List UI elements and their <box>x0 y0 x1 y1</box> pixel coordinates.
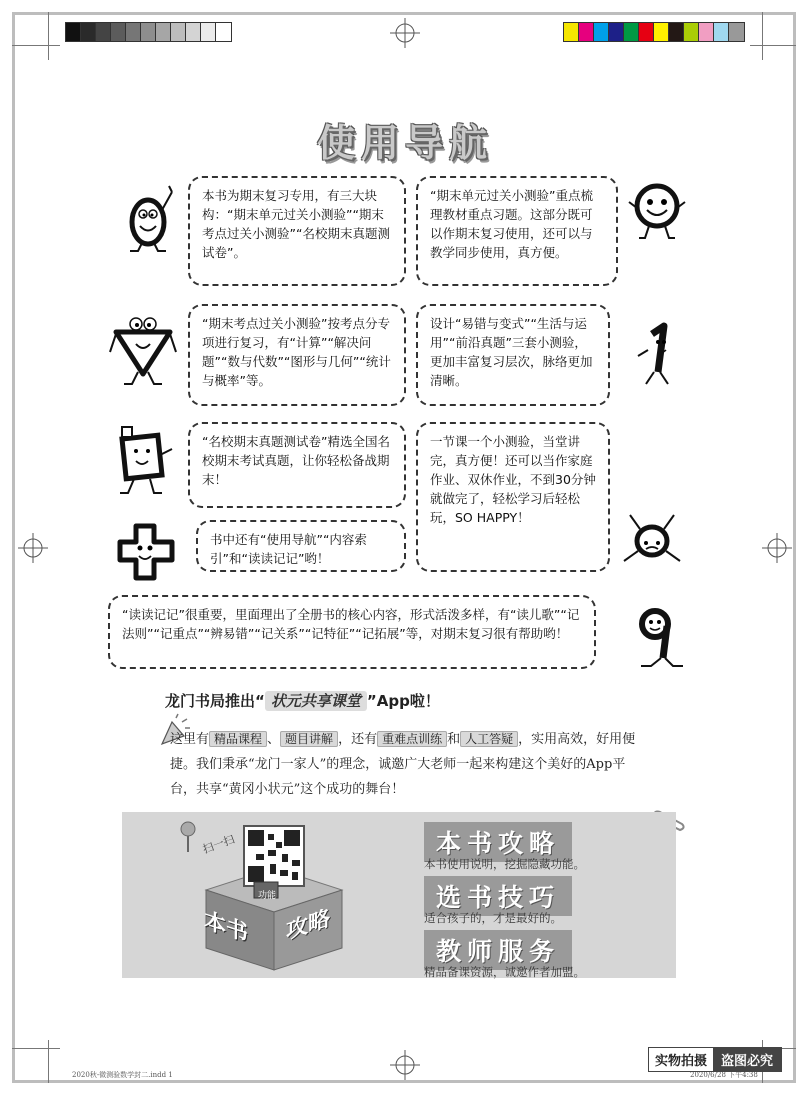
registration-mark-icon <box>18 533 48 563</box>
registration-mark-icon <box>390 18 420 48</box>
registration-mark-icon <box>390 1050 420 1080</box>
crop-mark <box>48 1040 49 1083</box>
gray-swatch <box>201 23 216 41</box>
color-swatch <box>609 23 624 41</box>
crop-mark <box>750 45 796 46</box>
info-bubble-7: 一节课一个小测验，当堂讲完，真方便！还可以当作家庭作业、双休作业，不到30分钟就做完了，轻松学习后轻松玩，SO HAPPY！ <box>416 422 610 572</box>
gray-swatch <box>171 23 186 41</box>
color-swatch <box>729 23 744 41</box>
banner-item-sub-1: 本书使用说明，挖掘隐藏功能。 <box>424 857 585 871</box>
promo-text: 、 <box>267 732 281 747</box>
color-swatch <box>564 23 579 41</box>
crop-mark <box>762 12 763 60</box>
info-bubble-3: “期末考点过关小测验”按考点分专项进行复习，有“计算”“解决问题”“数与代数”“图形与几何”“统计与概率”等。 <box>188 304 406 406</box>
tag-quality-courses: 精品课程 <box>209 731 267 747</box>
banner-item-title-3: 教师服务 <box>424 930 572 970</box>
triangle-character-icon <box>108 312 178 387</box>
color-calibration-bar <box>563 22 745 42</box>
box-side-label: 功能 <box>258 891 277 901</box>
banner-item-title-1: 本书攻略 <box>424 822 572 862</box>
color-swatch <box>714 23 729 41</box>
banner-item-sub-2: 适合孩子的，才是最好的。 <box>424 911 562 925</box>
promo-text: ，还有 <box>338 732 378 747</box>
promo-body <box>170 727 645 802</box>
color-swatch <box>669 23 684 41</box>
pin-icon <box>178 820 198 854</box>
tag-manual-qa: 人工答疑 <box>460 731 518 747</box>
box-text-right: 攻略 <box>286 904 331 946</box>
promo-text: 这里有 <box>170 732 210 747</box>
promo-text: 和 <box>447 732 461 747</box>
info-bubble-2: “期末单元过关小测验”重点梳理教材重点习题。这部分既可以作期末复习使用，还可以与教学同步使用，真方便。 <box>416 176 618 286</box>
info-bubble-5: “名校期末真题测试卷”精选全国名校期末考试真题，让你轻松备战期末！ <box>188 422 406 508</box>
promo-text: ，实用高效，好用便捷。我们秉承“龙门一家人”的理念，诚邀广大老师一起来构建这个美好的App平台，共享“黄冈小状元”这个成功的舞台！ <box>170 732 636 797</box>
gray-swatch <box>96 23 111 41</box>
acrobat-zero-character-icon <box>618 505 688 575</box>
color-swatch <box>594 23 609 41</box>
stamp-left: 实物拍摄 <box>649 1048 713 1071</box>
promo-app-name: 状元共享课堂 <box>265 691 367 711</box>
gray-swatch <box>126 23 141 41</box>
letter-o-character-icon <box>120 180 180 255</box>
grayscale-bar <box>65 22 232 42</box>
info-bubble-8: “读读记记”很重要，里面理出了全册书的核心内容，形式活泼多样，有“读儿歌”“记法则”“记重点”“辨易错”“记关系”“记特征”“记拓展”等，对期末复习很有帮助哟！ <box>108 595 596 669</box>
square-character-icon <box>108 425 178 500</box>
info-bubble-1: 本书为期末复习专用，有三大块构：“期末单元过关小测验”“期末考点过关小测验”“名校期末真题测试卷”。 <box>188 176 406 286</box>
color-swatch <box>639 23 654 41</box>
gray-swatch <box>111 23 126 41</box>
promo-title <box>165 690 440 711</box>
gray-swatch <box>186 23 201 41</box>
zero-face-character-icon <box>625 178 690 243</box>
color-swatch <box>699 23 714 41</box>
tag-key-point-training: 重难点训练 <box>377 731 447 747</box>
number-nine-character-icon <box>623 602 688 674</box>
promo-title-suffix: ”App啦！ <box>366 692 440 710</box>
gray-swatch <box>156 23 171 41</box>
gray-swatch <box>66 23 81 41</box>
scan-label: 扫一扫 <box>200 832 237 857</box>
stamp-right: 盗图必究 <box>713 1048 781 1071</box>
crop-mark <box>48 12 49 60</box>
registration-mark-icon <box>762 533 792 563</box>
color-swatch <box>579 23 594 41</box>
color-swatch <box>654 23 669 41</box>
watermark-stamp <box>648 1047 782 1072</box>
plus-sign-character-icon <box>112 518 182 588</box>
gray-swatch <box>216 23 231 41</box>
page-title: 使用导航 <box>316 121 493 165</box>
number-one-character-icon <box>632 320 682 390</box>
info-bubble-6: 书中还有“使用导航”“内容索引”和“读读记记”哟！ <box>196 520 406 572</box>
gray-swatch <box>141 23 156 41</box>
box-text-left: 本书 <box>204 906 249 948</box>
banner-item-sub-3: 精品备课资源，诚邀作者加盟。 <box>424 965 585 979</box>
color-swatch <box>624 23 639 41</box>
crop-mark <box>12 45 60 46</box>
gray-swatch <box>81 23 96 41</box>
footer-file-name: 2020秋-微测验数学封二.indd 1 <box>72 1071 173 1079</box>
color-swatch <box>684 23 699 41</box>
crop-mark <box>12 1048 60 1049</box>
info-bubble-4: 设计“易错与变式”“生活与运用”“前沿真题”三套小测验，更加丰富复习层次，脉络更加清晰。 <box>416 304 610 406</box>
promo-title-prefix: 龙门书局推出“ <box>165 692 265 710</box>
footer-timestamp: 2020/6/28 下午4:38 <box>690 1071 758 1079</box>
banner-item-title-2: 选书技巧 <box>424 876 572 916</box>
tag-problem-explanation: 题目讲解 <box>280 731 338 747</box>
